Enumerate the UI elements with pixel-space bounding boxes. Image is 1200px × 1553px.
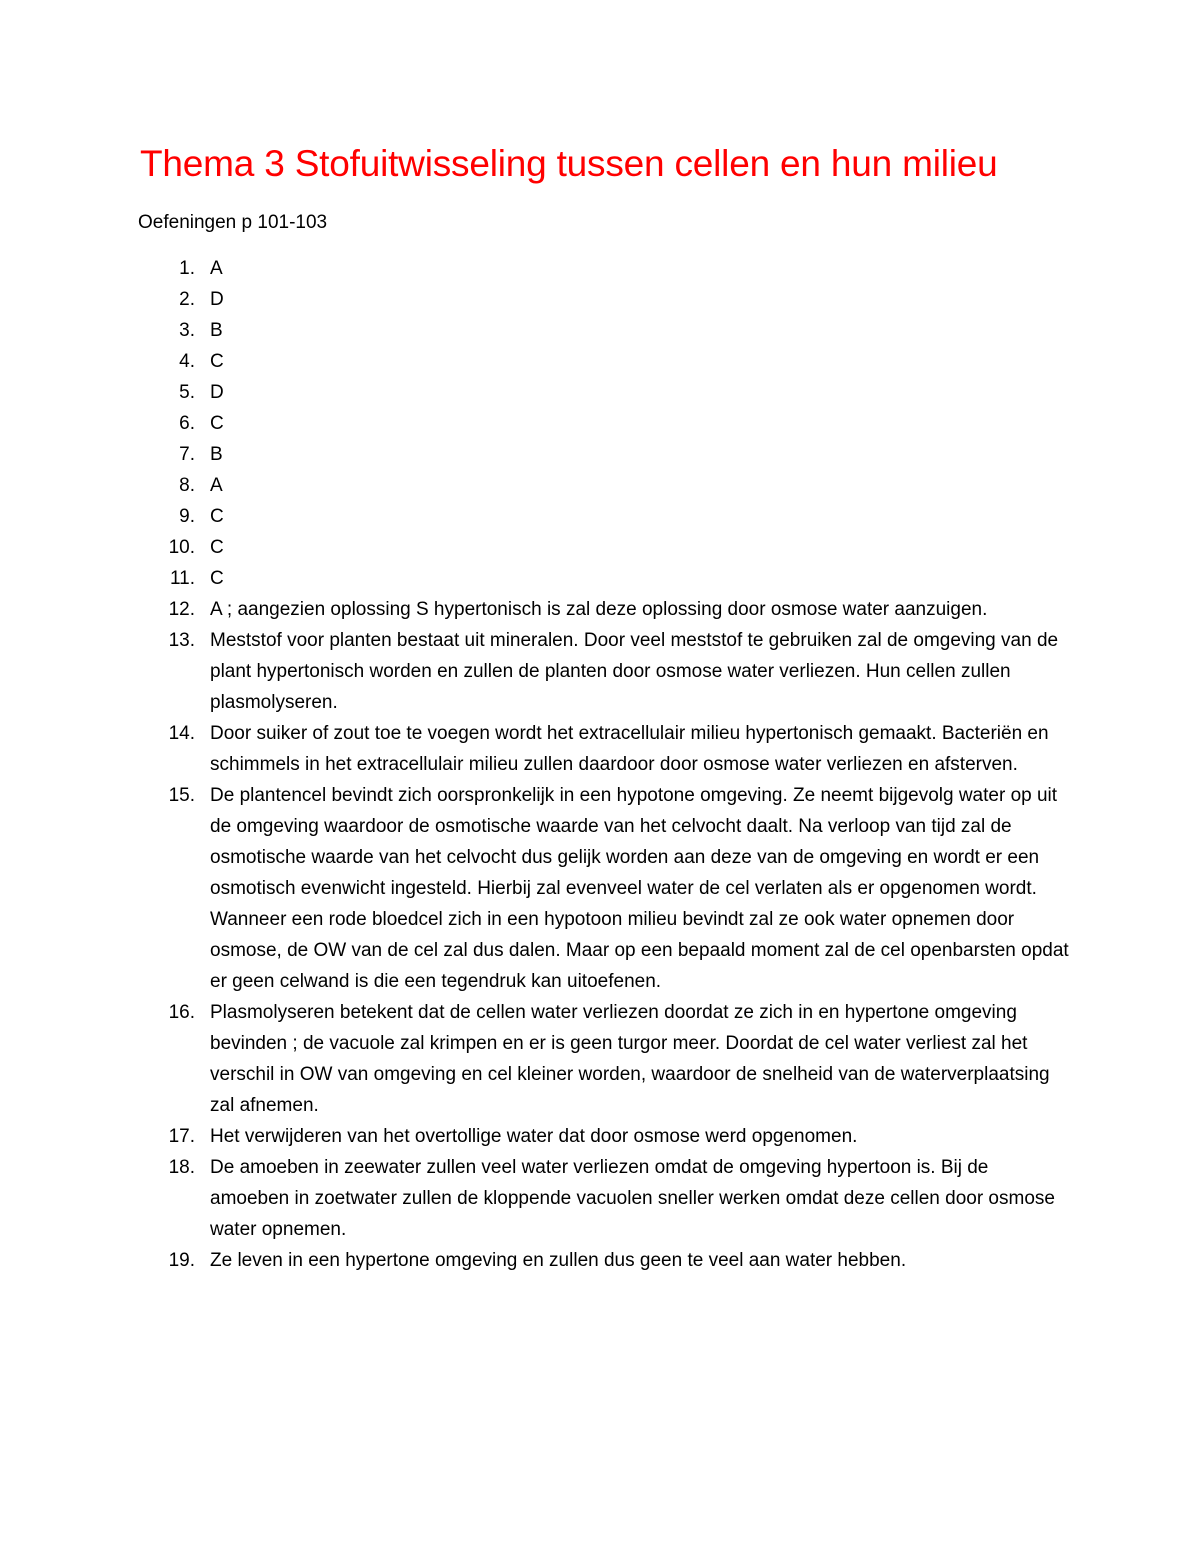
answer-item <box>0 780 1200 997</box>
answer-paragraph: B <box>210 444 223 465</box>
answer-text <box>210 253 1070 284</box>
answer-number: 12. <box>168 599 195 620</box>
answer-paragraph: A <box>210 475 223 496</box>
answer-text <box>210 1152 1070 1245</box>
answer-number: 15. <box>168 785 195 806</box>
answer-paragraph: Plasmolyseren betekent dat de cellen water verliezen doordat ze zich in en hypertone omgeving bevinden ; de vacuole zal krimpen en er is geen turgor meer. Doordat de cel water verliest zal het verschil in OW van omgeving en cel kleiner worden, waardoor de snelheid van de waterverplaatsing zal afnemen. <box>210 1002 1050 1116</box>
answer-paragraph: B <box>210 320 223 341</box>
answer-item <box>0 625 1200 718</box>
answer-number: 8. <box>179 475 195 496</box>
answer-paragraph: C <box>210 568 224 589</box>
answer-number: 4. <box>179 351 195 372</box>
answer-text <box>210 997 1070 1121</box>
answer-text <box>210 532 1070 563</box>
answer-item <box>0 718 1200 780</box>
answer-list <box>0 253 1200 1276</box>
answer-item <box>0 470 1200 501</box>
answer-number: 6. <box>179 413 195 434</box>
answer-item <box>0 563 1200 594</box>
answer-paragraph: D <box>210 382 224 403</box>
answer-text <box>210 563 1070 594</box>
answer-number: 9. <box>179 506 195 527</box>
answer-paragraph: A <box>210 258 223 279</box>
answer-paragraph: De plantencel bevindt zich oorspronkelijk in een hypotone omgeving. Ze neemt bijgevolg water op uit de omgeving waardoor de osmotische waarde van het celvocht daalt. Na verloop van tijd zal de osmotische waarde van het celvocht dus gelijk worden aan deze van de omgeving en wordt er een osmotisch evenwicht ingesteld. Hierbij zal evenveel water de cel verlaten als er opgenomen wordt. <box>210 785 1058 899</box>
answer-paragraph: C <box>210 506 224 527</box>
answer-text <box>210 501 1070 532</box>
answer-number: 13. <box>168 630 195 651</box>
answer-text <box>210 625 1070 718</box>
document-title: Thema 3 Stofuitwisseling tussen cellen en hun milieu <box>140 143 998 184</box>
answer-number: 1. <box>179 258 195 279</box>
answer-paragraph: C <box>210 351 224 372</box>
answer-paragraph: C <box>210 537 224 558</box>
answer-text <box>210 315 1070 346</box>
answer-text <box>210 594 1070 625</box>
answer-paragraph: Meststof voor planten bestaat uit mineralen. Door veel meststof te gebruiken zal de omgeving van de plant hypertonisch worden en zullen de planten door osmose water verliezen. Hun cellen zullen plasmolyseren. <box>210 630 1059 713</box>
answer-text <box>210 346 1070 377</box>
answer-paragraph: De amoeben in zeewater zullen veel water verliezen omdat de omgeving hypertoon is. Bij de amoeben in zoetwater zullen de kloppende vacuolen sneller werken omdat deze cellen door osmose water opnemen. <box>210 1157 1055 1240</box>
answer-item <box>0 1245 1200 1276</box>
answer-text <box>210 718 1070 780</box>
answer-item <box>0 997 1200 1121</box>
answer-text <box>210 377 1070 408</box>
answer-number: 11. <box>169 568 195 589</box>
answer-text <box>210 284 1070 315</box>
answer-paragraph: A ; aangezien oplossing S hypertonisch is zal deze oplossing door osmose water aanzuigen. <box>210 599 988 620</box>
answer-paragraph: Wanneer een rode bloedcel zich in een hypotoon milieu bevindt zal ze ook water opnemen door osmose, de OW van de cel zal dus dalen. Maar op een bepaald moment zal de cel openbarsten opdat er geen celwand is die een tegendruk kan uitoefenen. <box>210 909 1069 992</box>
answer-paragraph: D <box>210 289 224 310</box>
answer-item <box>0 501 1200 532</box>
answer-number: 16. <box>168 1002 195 1023</box>
answer-item <box>0 1152 1200 1245</box>
answer-paragraph: Het verwijderen van het overtollige water dat door osmose werd opgenomen. <box>210 1126 858 1147</box>
answer-text <box>210 439 1070 470</box>
answer-number: 19. <box>168 1250 195 1271</box>
answer-text <box>210 780 1070 997</box>
answer-paragraph: C <box>210 413 224 434</box>
answer-item <box>0 253 1200 284</box>
answer-number: 7. <box>179 444 195 465</box>
answer-item <box>0 532 1200 563</box>
answer-text <box>210 470 1070 501</box>
answer-item <box>0 284 1200 315</box>
answer-number: 17. <box>168 1126 195 1147</box>
answer-number: 5. <box>179 382 195 403</box>
answer-text <box>210 1121 1070 1152</box>
answer-number: 18. <box>168 1157 195 1178</box>
answer-text <box>210 408 1070 439</box>
answer-number: 2. <box>179 289 195 310</box>
answer-item <box>0 315 1200 346</box>
answer-number: 14. <box>168 723 195 744</box>
answer-paragraph: Door suiker of zout toe te voegen wordt het extracellulair milieu hypertonisch gemaakt. Bacteriën en schimmels in het extracellulair milieu zullen daardoor door osmose water verliezen en afsterven. <box>210 723 1049 775</box>
answer-item <box>0 439 1200 470</box>
answer-item <box>0 408 1200 439</box>
answer-item <box>0 1121 1200 1152</box>
answer-paragraph: Ze leven in een hypertone omgeving en zullen dus geen te veel aan water hebben. <box>210 1250 907 1271</box>
answer-item <box>0 594 1200 625</box>
answer-item <box>0 377 1200 408</box>
answer-number: 10. <box>168 537 195 558</box>
answer-text <box>210 1245 1070 1276</box>
answer-number: 3. <box>179 320 195 341</box>
document-subtitle: Oefeningen p 101-103 <box>138 212 328 233</box>
answer-item <box>0 346 1200 377</box>
